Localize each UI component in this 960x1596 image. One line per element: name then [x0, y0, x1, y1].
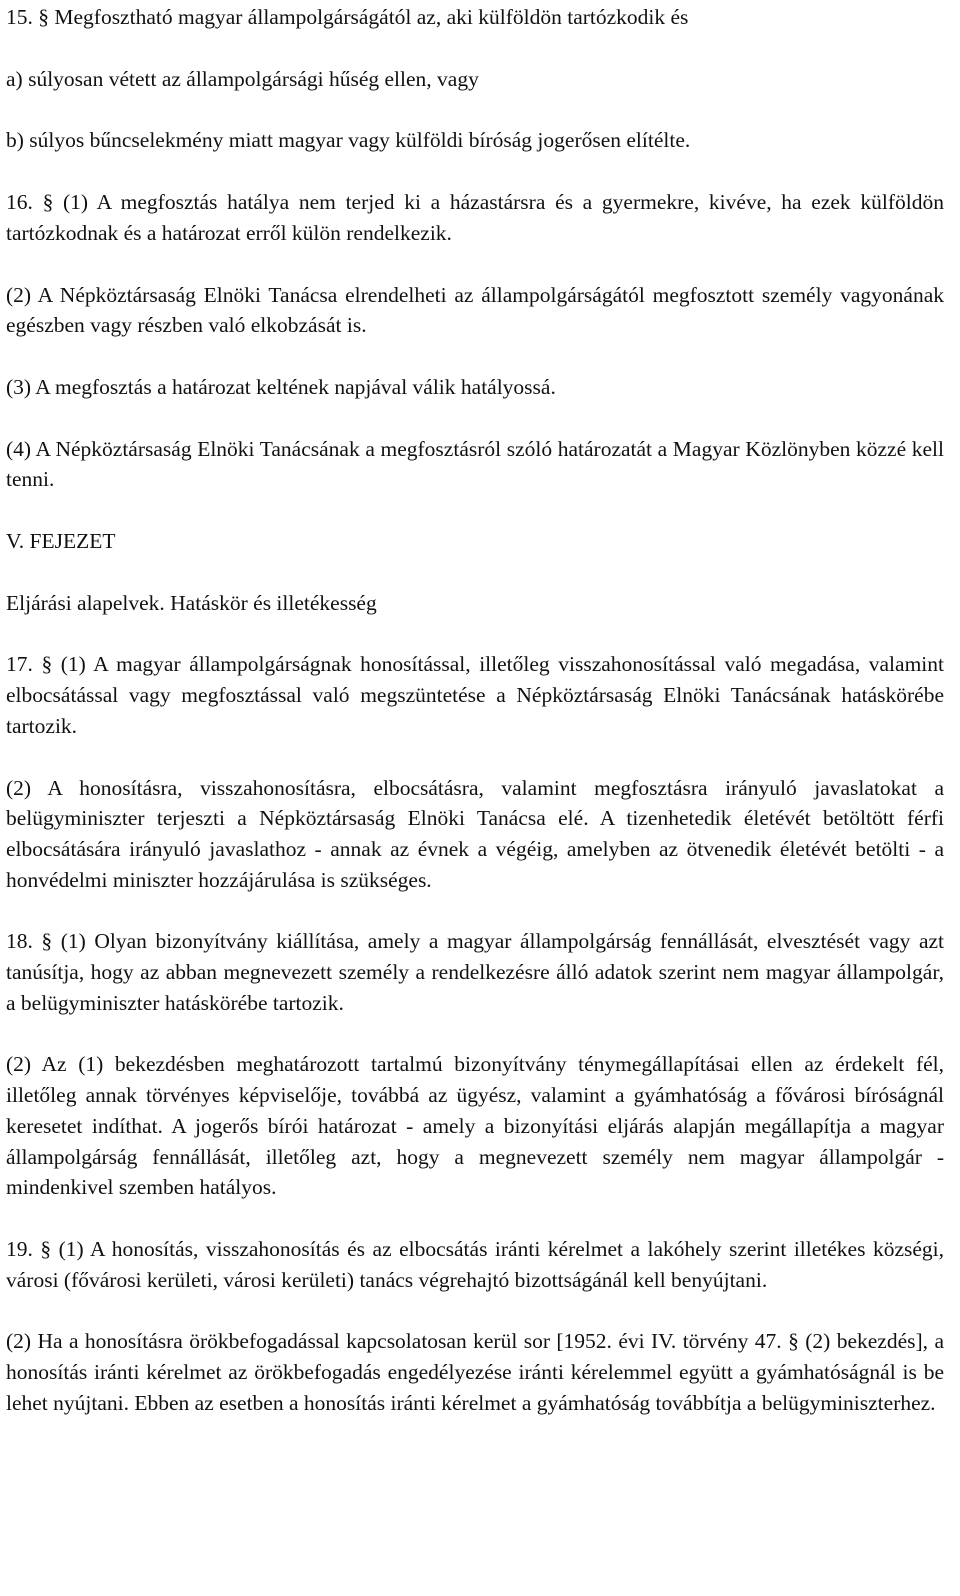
paragraph-16-1: 16. § (1) A megfosztás hatálya nem terjed ki a házastársra és a gyermekre, kivéve, ha ezek külföldön tartózkodnak és a határozat erről külön rendelkezik.: [6, 190, 944, 245]
paragraph-19-2: (2) Ha a honosításra örökbefogadással kapcsolatosan kerül sor [1952. évi IV. törvény 47. § (2) bekezdés], a honosítás iránti kérelmet az örökbefogadás engedélyezése iránti kérelemmel együtt a gyámhatóságnál is be lehet nyújtani. Ebben az esetben a honosítás iránti kérelmet a gyámhatóság továbbítja a belügyminiszterhez.: [6, 1329, 944, 1415]
paragraph-18-2: (2) Az (1) bekezdésben meghatározott tartalmú bizonyítvány ténymegállapításai ellen az érdekelt fél, illetőleg annak törvényes képviselője, továbbá az ügyész, valamint a gyámhatóság a fővárosi bíróságnál keresetet indíthat. A jogerős bírói határozat - amely a bizonyítási eljárás alapján megállapítja a magyar állampolgárság fennállását, illetőleg azt, hogy a megnevezett személy nem magyar állampolgár - mindenkivel szemben hatályos.: [6, 1052, 944, 1200]
paragraph-17-2: (2) A honosításra, visszahonosításra, elbocsátásra, valamint megfosztásra irányuló javaslatokat a belügyminiszter terjeszti a Népköztársaság Elnöki Tanácsa elé. A tizenhetedik életévét betöltött férfi elbocsátására irányuló javaslathoz - annak az évnek a végéig, amelyben az ötvenedik életévét betölti - a honvédelmi miniszter hozzájárulása is szükséges.: [6, 775, 944, 892]
paragraph-16-3: (3) A megfosztás a határozat keltének napjával válik hatályossá.: [6, 374, 556, 399]
chapter-subtitle: Eljárási alapelvek. Hatáskör és illetékesség: [6, 590, 377, 615]
paragraph-19-1: 19. § (1) A honosítás, visszahonosítás és az elbocsátás iránti kérelmet a lakóhely szerint illetékes községi, városi (fővárosi kerületi, városi kerületi) tanács végrehajtó bizottságánál kell benyújtani.: [6, 1236, 944, 1292]
paragraph-16-4: (4) A Népköztársaság Elnöki Tanácsának a megfosztásról szóló határozatát a Magyar Közlönyben közzé kell tenni.: [6, 436, 944, 492]
paragraph-17-1: 17. § (1) A magyar állampolgárságnak honosítással, illetőleg visszahonosítással való megadása, valamint elbocsátással vagy megfosztással való megszüntetése a Népköztársaság Elnöki Tanácsának hatáskörébe tartozik.: [6, 652, 944, 738]
chapter-heading: V. FEJEZET: [6, 529, 116, 554]
paragraph-15: 15. § Megfosztható magyar állampolgárságától az, aki külföldön tartózkodik és: [6, 5, 689, 29]
paragraph-16-2: (2) A Népköztársaság Elnöki Tanácsa elrendelheti az állampolgárságától megfosztott személy vagyonának egészben vagy részben való elkobzását is.: [6, 282, 944, 338]
paragraph-15-a: a) súlyosan vétett az állampolgársági hűség ellen, vagy: [6, 66, 479, 91]
paragraph-15-b: b) súlyos bűncselekmény miatt magyar vagy külföldi bíróság jogerősen elítélte.: [6, 128, 691, 153]
paragraph-18-1: 18. § (1) Olyan bizonyítvány kiállítása, amely a magyar állampolgárság fennállását, elvesztését vagy azt tanúsítja, hogy az abban megnevezett személy a rendelkezésre álló adatok szerint nem magyar állampolgár, a belügyminiszter hatáskörébe tartozik.: [6, 929, 944, 1015]
document-page: [6, 2, 944, 1419]
